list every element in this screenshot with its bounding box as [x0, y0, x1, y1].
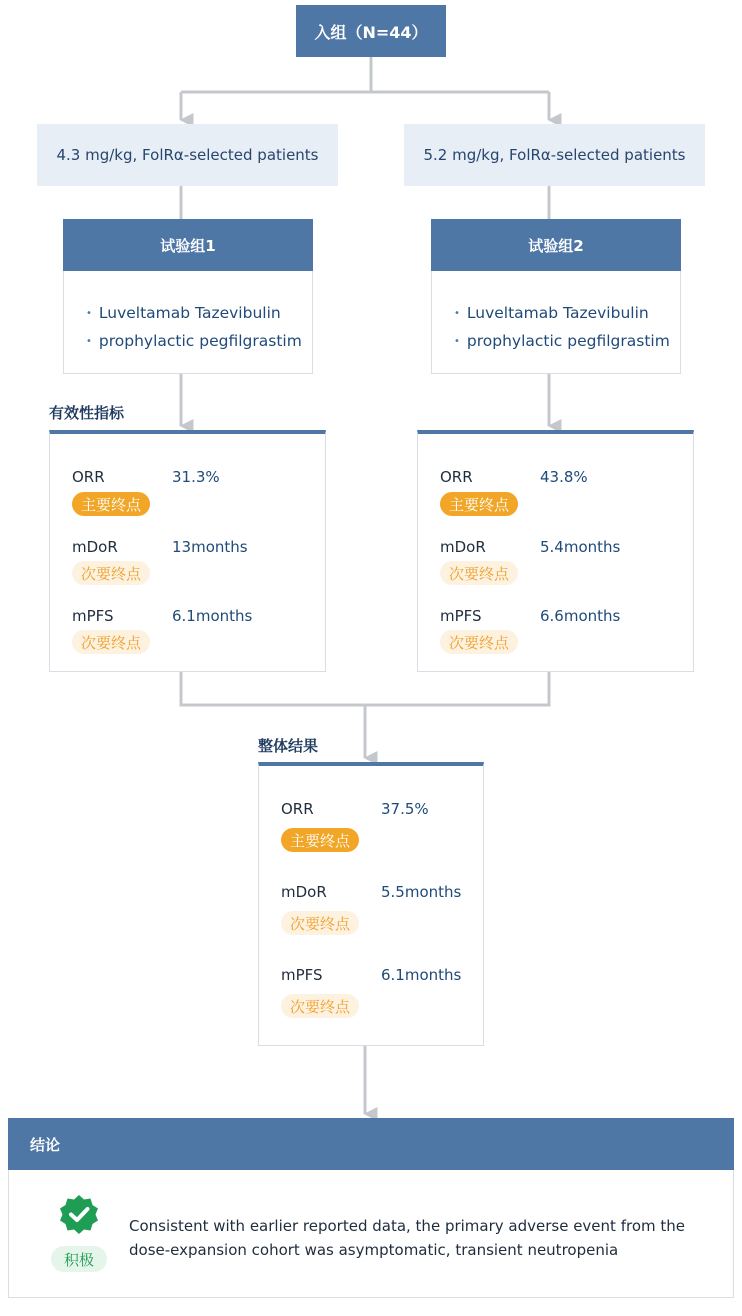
- dose-label-2: 5.2 mg/kg, FolRα-selected patients: [423, 146, 686, 164]
- conclusion-title: 结论: [30, 1135, 61, 1154]
- arm-2-header: [431, 219, 681, 271]
- endpoint-badge: 次要终点: [281, 994, 359, 1018]
- metric-name: ORR: [281, 800, 314, 818]
- metric-value: 43.8%: [540, 468, 588, 486]
- efficacy-card-1: [49, 430, 326, 672]
- metric-value: 6.6months: [540, 607, 621, 625]
- dose-box-2: [404, 124, 705, 186]
- positive-badge: 积极: [51, 1246, 107, 1272]
- dose-label-1: 4.3 mg/kg, FolRα-selected patients: [56, 146, 319, 164]
- enrollment-label: 入组（N=44）: [314, 22, 428, 42]
- drug-name: prophylactic pegfilgrastim: [98, 332, 302, 350]
- metric-value: 5.4months: [540, 538, 621, 556]
- metric-value: 6.1months: [172, 607, 253, 625]
- list-item: [86, 327, 312, 355]
- conclusion-header: [8, 1118, 734, 1170]
- metric-value: 6.1months: [381, 966, 462, 984]
- arm-1-body: [63, 271, 313, 374]
- arm-1-header: [63, 219, 313, 271]
- list-item: [454, 327, 680, 355]
- endpoint-badge: 次要终点: [72, 630, 150, 654]
- dose-box-1: [37, 124, 338, 186]
- endpoint-badge: 次要终点: [440, 561, 518, 585]
- metric-value: 5.5months: [381, 883, 462, 901]
- efficacy-card-2: [417, 430, 694, 672]
- drug-name: prophylactic pegfilgrastim: [466, 332, 670, 350]
- connector-enroll-split: [181, 57, 549, 92]
- endpoint-badge: 次要终点: [440, 630, 518, 654]
- metric-name: ORR: [440, 468, 473, 486]
- metric-name: mPFS: [72, 607, 114, 625]
- endpoint-badge: 次要终点: [281, 911, 359, 935]
- check-badge-icon: [59, 1194, 99, 1234]
- list-item: [454, 299, 680, 327]
- drug-name: Luveltamab Tazevibulin: [98, 304, 281, 322]
- metric-name: mPFS: [440, 607, 482, 625]
- drug-name: Luveltamab Tazevibulin: [466, 304, 649, 322]
- arm-2-body: [431, 271, 681, 374]
- arm-1-title: 试验组1: [160, 236, 216, 255]
- bullet-icon: •: [454, 335, 460, 347]
- conclusion-text: Consistent with earlier reported data, the primary adverse event from the dose-expansion cohort was asymptomatic, transient neutropenia: [129, 1217, 685, 1259]
- metric-name: mDoR: [281, 883, 327, 901]
- bullet-icon: •: [86, 307, 92, 319]
- enrollment-box: [296, 5, 446, 57]
- metric-value: 13months: [172, 538, 248, 556]
- conclusion-body: [8, 1170, 734, 1298]
- metric-value: 31.3%: [172, 468, 220, 486]
- bullet-icon: •: [86, 335, 92, 347]
- metric-value: 37.5%: [381, 800, 429, 818]
- endpoint-badge: 主要终点: [72, 492, 150, 516]
- bullet-icon: •: [454, 307, 460, 319]
- endpoint-badge: 主要终点: [440, 492, 518, 516]
- overall-label: 整体结果: [258, 737, 319, 755]
- endpoint-badge: 次要终点: [72, 561, 150, 585]
- efficacy-label: 有效性指标: [49, 404, 125, 422]
- endpoint-badge: 主要终点: [281, 828, 359, 852]
- metric-name: mPFS: [281, 966, 323, 984]
- metric-name: mDoR: [440, 538, 486, 556]
- metric-name: mDoR: [72, 538, 118, 556]
- metric-name: ORR: [72, 468, 105, 486]
- connector-merge: [181, 672, 549, 758]
- overall-card: [258, 762, 484, 1046]
- list-item: [86, 299, 312, 327]
- arm-2-title: 试验组2: [528, 236, 584, 255]
